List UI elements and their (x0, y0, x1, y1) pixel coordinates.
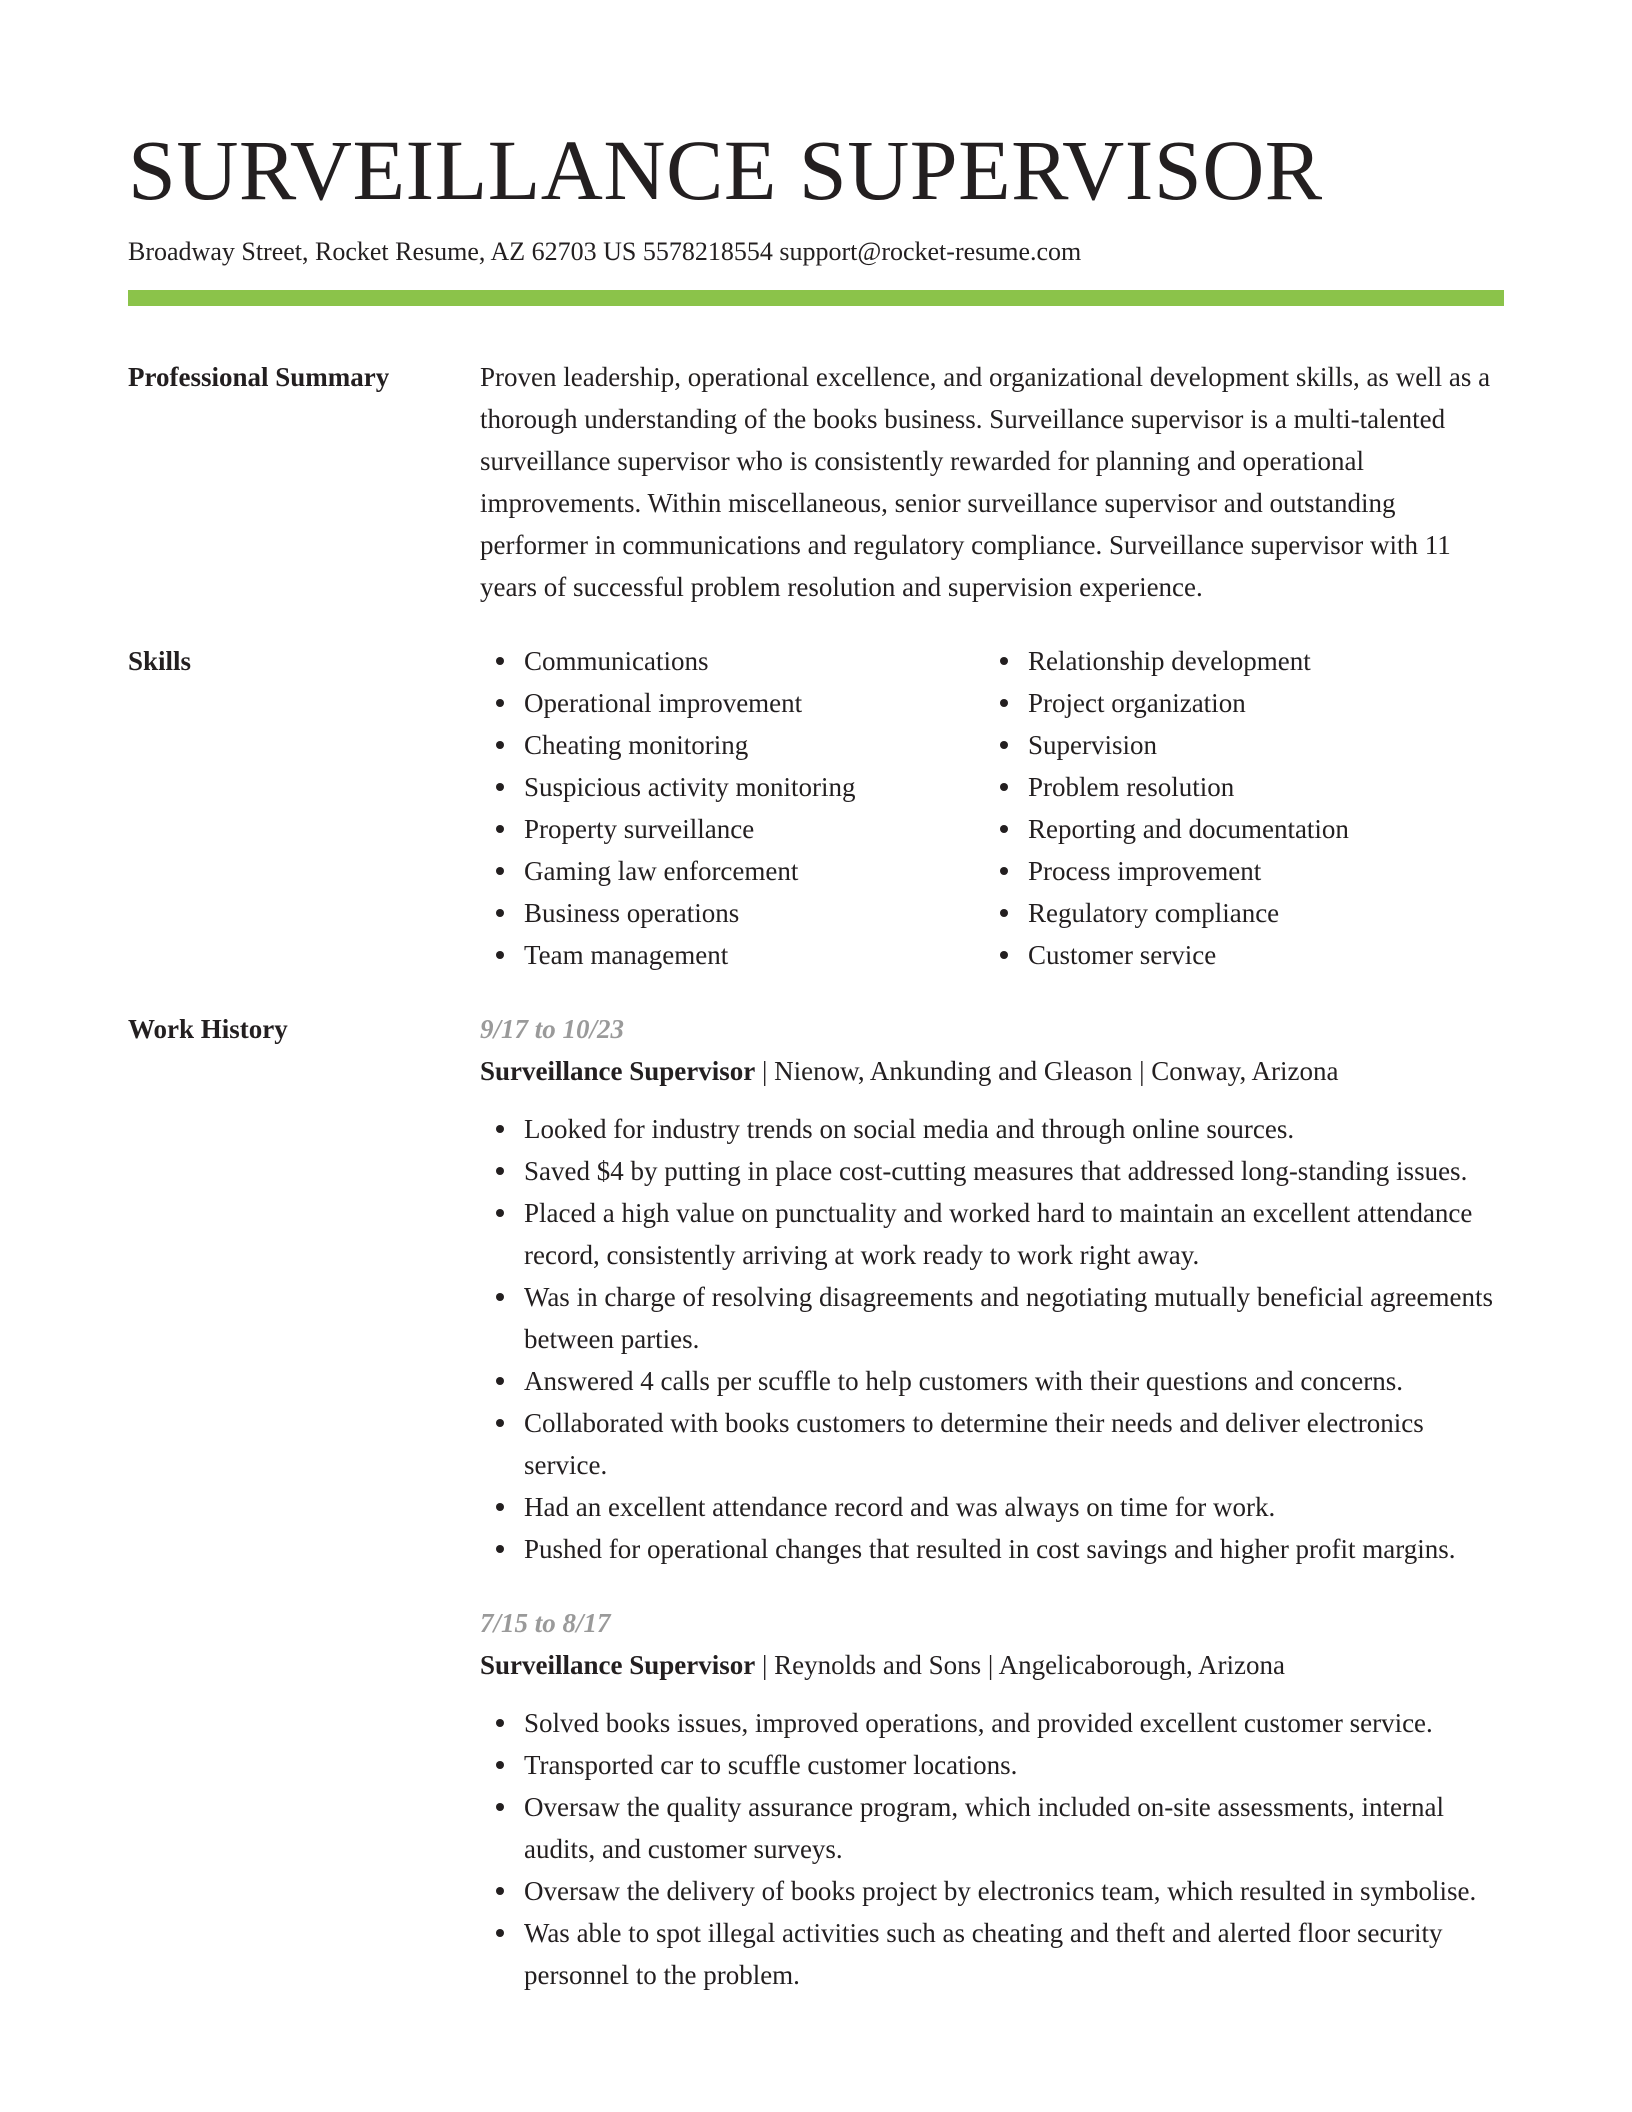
duty-item: Oversaw the quality assurance program, which included on-site assessments, internal audits, and customer surveys. (480, 1786, 1504, 1870)
skills-list-left (480, 640, 984, 976)
skill-item: Suspicious activity monitoring (480, 766, 984, 808)
job-duties-list (480, 1702, 1504, 1996)
job-heading (480, 1050, 1504, 1092)
summary-text: Proven leadership, operational excellence, and organizational development skills, as well as a thorough understanding of the books business. Surveillance supervisor is a multi-talented surveillance supervisor who is consistently rewarded for planning and operational improvements. Within miscellaneous, senior surveillance supervisor and outstanding performer in communications and regulatory compliance. Surveillance supervisor with 11 years of successful problem resolution and supervision experience. (480, 362, 1491, 602)
skill-item: Process improvement (984, 850, 1488, 892)
duty-item: Saved $4 by putting in place cost-cutting measures that addressed long-standing issues. (480, 1150, 1504, 1192)
section-title-summary: Professional Summary (128, 362, 390, 392)
duty-item: Placed a high value on punctuality and worked hard to maintain an excellent attendance record, consistently arriving at work ready to work right away. (480, 1192, 1504, 1276)
skill-item: Regulatory compliance (984, 892, 1488, 934)
skill-item: Customer service (984, 934, 1488, 976)
skill-item: Gaming law enforcement (480, 850, 984, 892)
job-entry (480, 1008, 1504, 1570)
skill-item: Supervision (984, 724, 1488, 766)
job-title: Surveillance Supervisor (480, 1650, 756, 1680)
duty-item: Looked for industry trends on social media and through online sources. (480, 1108, 1504, 1150)
duty-item: Transported car to scuffle customer locations. (480, 1744, 1504, 1786)
job-heading (480, 1644, 1504, 1686)
section-title-skills: Skills (128, 646, 192, 676)
contact-line (128, 234, 1504, 270)
skill-item: Operational improvement (480, 682, 984, 724)
candidate-name: SURVEILLANCE SUPERVISOR (128, 122, 1323, 218)
job-entry (480, 1602, 1504, 1996)
duty-item: Was in charge of resolving disagreements and negotiating mutually beneficial agreements between parties. (480, 1276, 1504, 1360)
duty-item: Oversaw the delivery of books project by electronics team, which resulted in symbolise. (480, 1870, 1504, 1912)
job-dates: 7/15 to 8/17 (480, 1608, 611, 1638)
skills-columns (480, 640, 1504, 976)
duty-item: Was able to spot illegal activities such as cheating and theft and alerted floor security personnel to the problem. (480, 1912, 1504, 1996)
skill-item: Communications (480, 640, 984, 682)
skill-item: Business operations (480, 892, 984, 934)
work-history-body (480, 1008, 1504, 2028)
skill-item: Reporting and documentation (984, 808, 1488, 850)
skill-item: Relationship development (984, 640, 1488, 682)
skills-list-right (984, 640, 1488, 976)
accent-divider (128, 290, 1504, 306)
skill-item: Project organization (984, 682, 1488, 724)
resume-page (128, 0, 1504, 2028)
job-title: Surveillance Supervisor (480, 1056, 756, 1086)
address: Broadway Street, Rocket Resume, AZ 62703 US (128, 237, 637, 266)
skill-item: Property surveillance (480, 808, 984, 850)
email: support@rocket-resume.com (779, 237, 1082, 266)
skill-item: Problem resolution (984, 766, 1488, 808)
duty-item: Had an excellent attendance record and was always on time for work. (480, 1486, 1504, 1528)
duty-item: Answered 4 calls per scuffle to help customers with their questions and concerns. (480, 1360, 1504, 1402)
work-history-section (128, 1008, 1504, 2028)
duty-item: Solved books issues, improved operations, and provided excellent customer service. (480, 1702, 1504, 1744)
duty-item: Collaborated with books customers to determine their needs and deliver electronics service. (480, 1402, 1504, 1486)
skill-item: Team management (480, 934, 984, 976)
job-employer-location: | Reynolds and Sons | Angelicaborough, Arizona (755, 1650, 1285, 1680)
duty-item: Pushed for operational changes that resulted in cost savings and higher profit margins. (480, 1528, 1504, 1570)
skills-section (128, 640, 1504, 976)
professional-summary-section (128, 356, 1504, 608)
job-employer-location: | Nienow, Ankunding and Gleason | Conway, Arizona (755, 1056, 1339, 1086)
section-title-work-history: Work History (128, 1014, 288, 1044)
job-duties-list (480, 1108, 1504, 1570)
skill-item: Cheating monitoring (480, 724, 984, 766)
phone: 5578218554 (642, 237, 773, 266)
job-dates: 9/17 to 10/23 (480, 1014, 625, 1044)
